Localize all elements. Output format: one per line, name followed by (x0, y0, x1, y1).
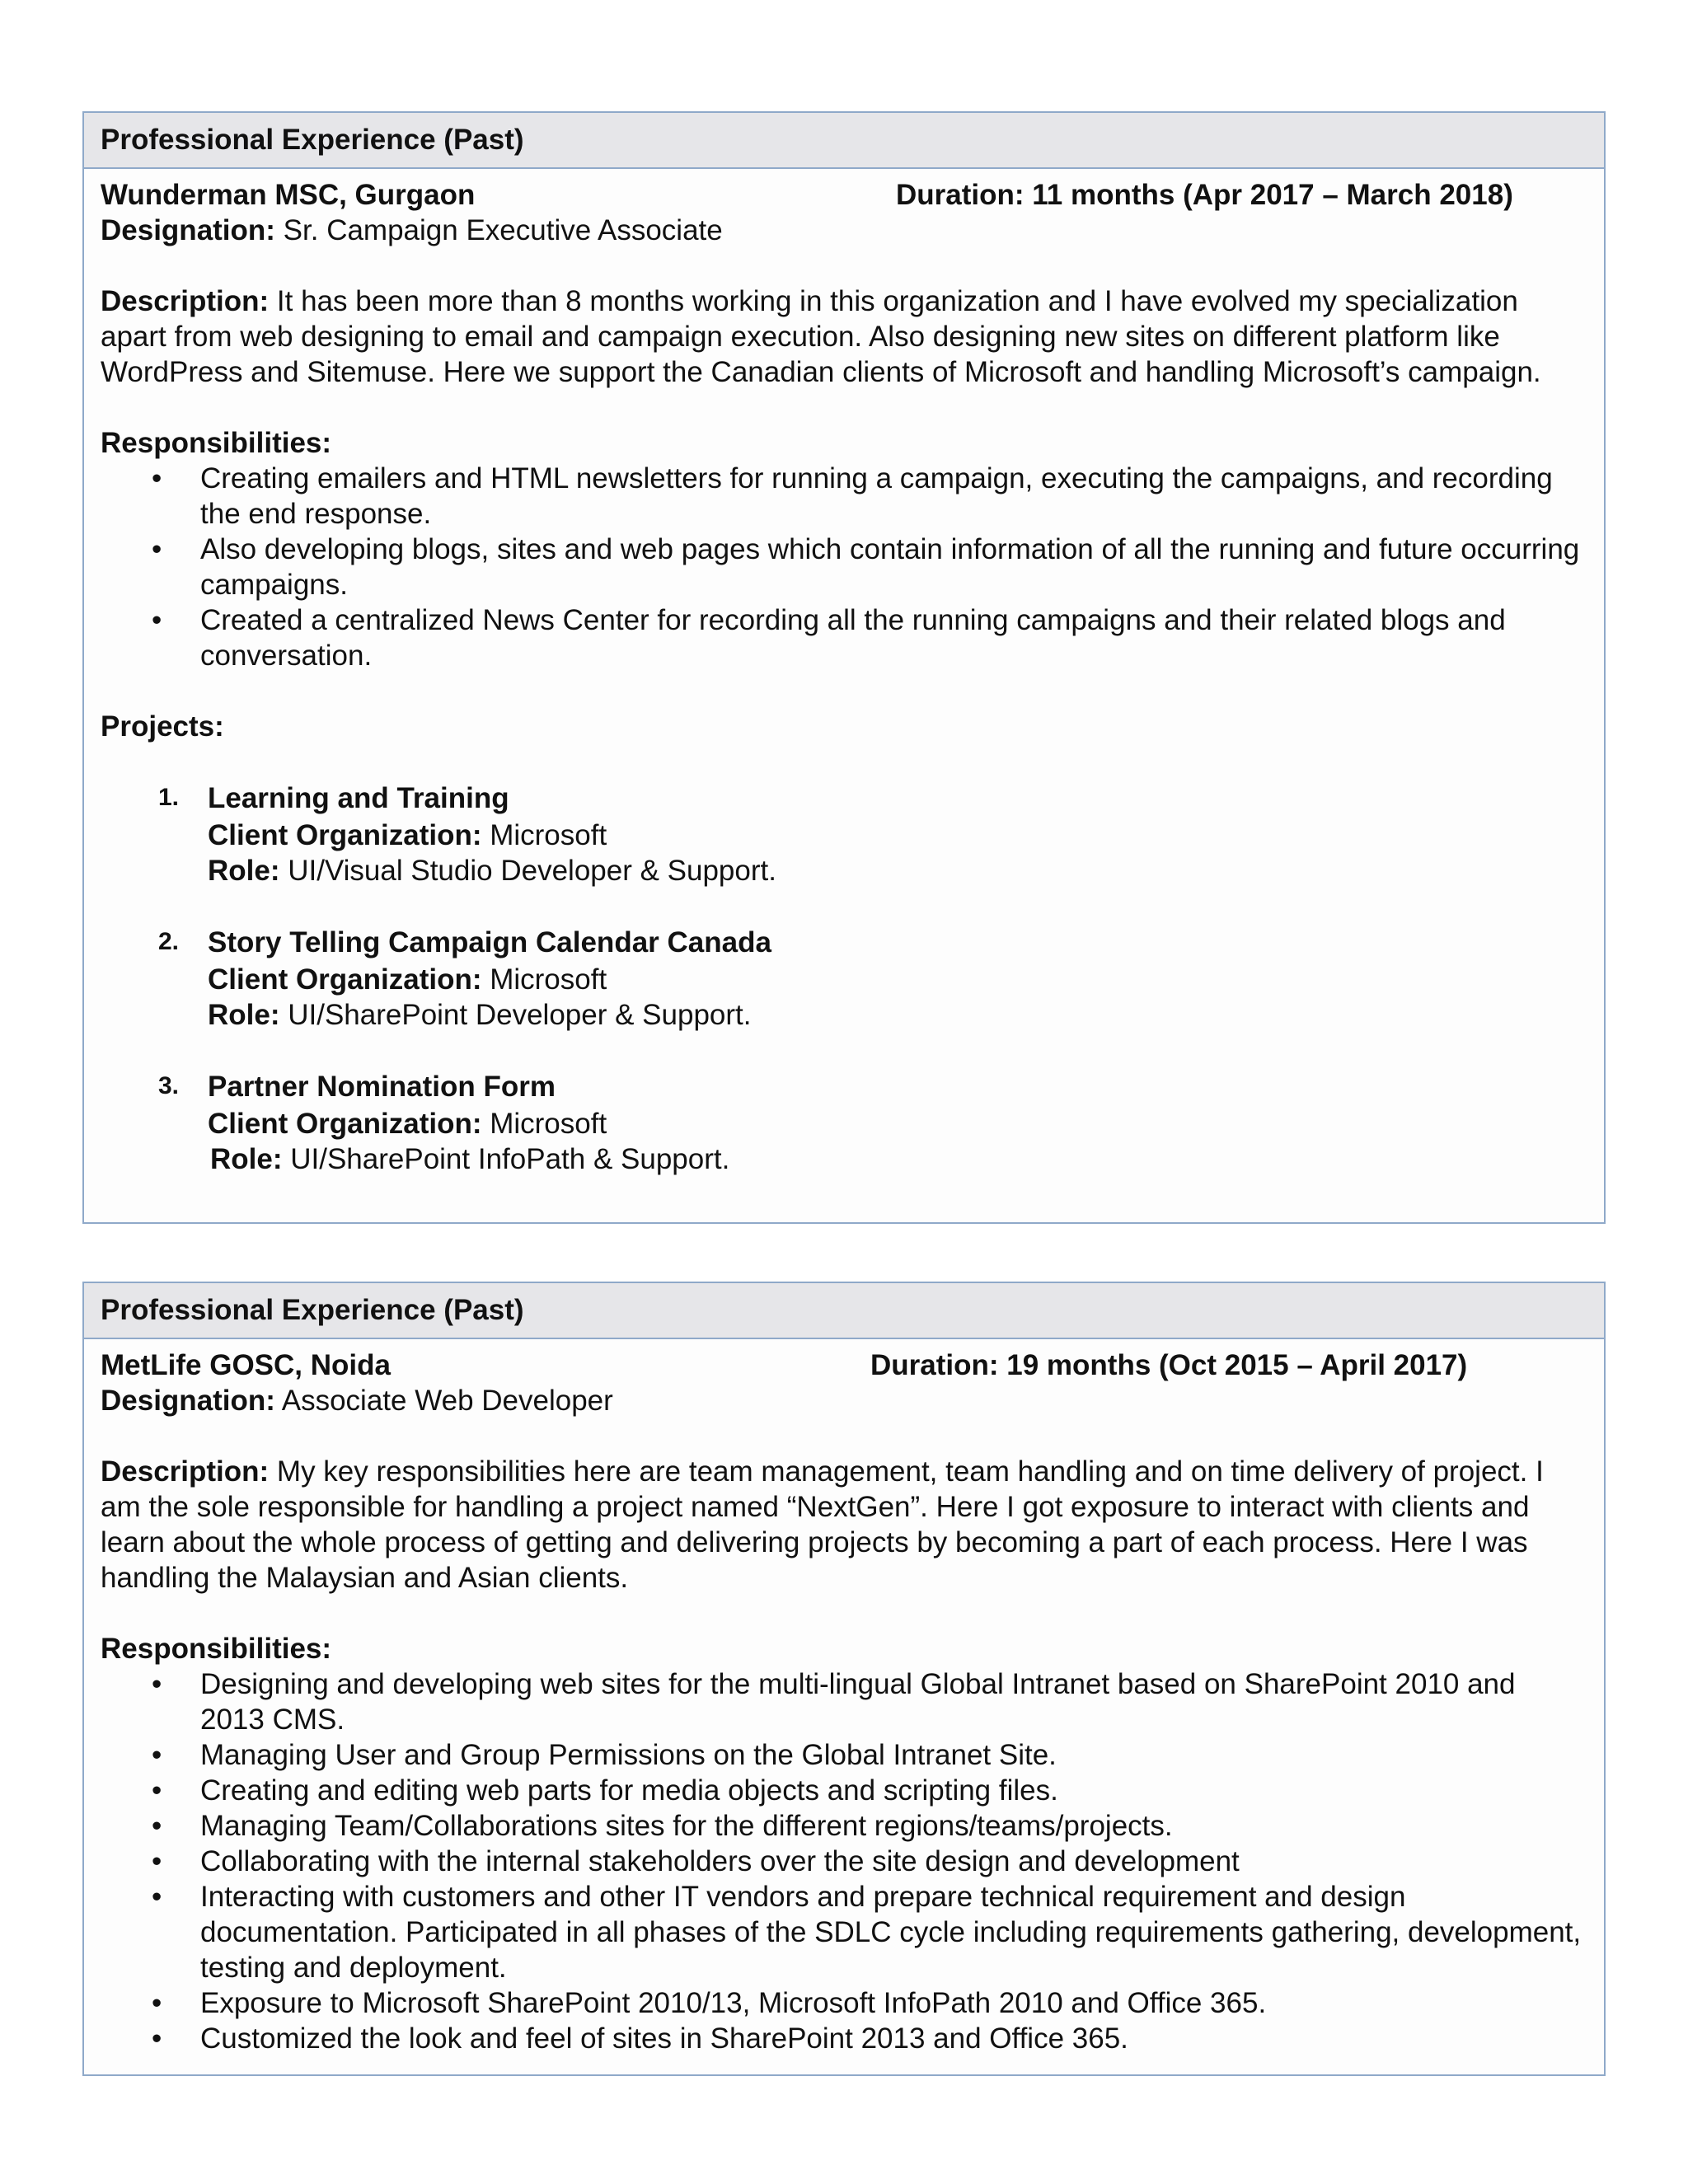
designation-label: Designation: (101, 1385, 275, 1417)
project-title: Partner Nomination Form (208, 1071, 556, 1103)
list-item: • Also developing blogs, sites and web pages which contain information of all the running and future occurring campaigns. (152, 533, 1580, 601)
projects-list (101, 780, 1587, 1177)
description-label: Description: (101, 285, 270, 317)
section-header: Professional Experience (Past) (84, 1283, 1604, 1339)
list-item: • Created a centralized News Center for recording all the running campaigns and their related blogs and conversation. (152, 604, 1506, 672)
experience-section-wunderman (82, 111, 1606, 1224)
description-text: It has been more than 8 months working in this organization and I have evolved my specialization apart from web designing to email and campaign execution. Also designing new sites on different platform like WordPress and Sitemuse. Here we support the Canadian clients of Microsoft and handling Microsoft’s campaign. (101, 285, 1541, 388)
bullet-icon: • (152, 533, 162, 565)
bullet-icon: • (152, 1810, 162, 1842)
bullet-icon: • (152, 2022, 162, 2055)
designation-value: Sr. Campaign Executive Associate (274, 214, 723, 246)
section-header: Professional Experience (Past) (84, 113, 1604, 169)
designation (101, 1383, 1587, 1418)
list-item: • Collaborating with the internal stakeholders over the site design and development (152, 1845, 1240, 1877)
project-title: Story Telling Campaign Calendar Canada (208, 926, 771, 958)
list-item: • Customized the look and feel of sites in SharePoint 2013 and Office 365. (152, 2022, 1128, 2055)
project-role: Role: UI/Visual Studio Developer & Support. (208, 855, 776, 887)
project-item (101, 780, 1587, 888)
experience-section-metlife (82, 1282, 1606, 2076)
project-client: Client Organization: Microsoft (208, 819, 607, 851)
responsibilities-heading: Responsibilities: (101, 427, 332, 459)
project-number: 2. (158, 928, 180, 955)
list-item: • Managing User and Group Permissions on the Global Intranet Site. (152, 1739, 1057, 1771)
bullet-icon: • (152, 1774, 162, 1807)
project-number: 3. (158, 1072, 180, 1099)
project-number: 1. (158, 784, 180, 811)
project-item (101, 924, 1587, 1033)
description (101, 284, 1587, 390)
list-item: • Creating emailers and HTML newsletters for running a campaign, executing the campaigns, and recording the end response. (152, 462, 1553, 530)
bullet-icon: • (152, 604, 162, 636)
responsibilities-list (101, 1666, 1587, 2056)
project-role: Role: UI/SharePoint Developer & Support. (208, 999, 752, 1031)
projects-heading: Projects: (101, 710, 224, 743)
list-item: • Managing Team/Collaborations sites for the different regions/teams/projects. (152, 1810, 1173, 1842)
designation-value: Associate Web Developer (274, 1385, 613, 1417)
description-label: Description: (101, 1455, 270, 1488)
project-client: Client Organization: Microsoft (208, 963, 607, 996)
list-item: • Interacting with customers and other IT vendors and prepare technical requirement and design documentation. Participated in all phases of the SDLC cycle including requirements gathering, development, testing and deployment. (152, 1881, 1582, 1984)
list-item: • Creating and editing web parts for media objects and scripting files. (152, 1774, 1058, 1807)
company-name: Wunderman MSC, Gurgaon (101, 179, 476, 211)
responsibilities-list (101, 461, 1587, 673)
bullet-icon: • (152, 462, 162, 494)
bullet-icon: • (152, 1881, 162, 1913)
designation-label: Designation: (101, 214, 275, 246)
description-text: My key responsibilities here are team management, team handling and on time delivery of project. I am the sole responsible for handling a project named “NextGen”. Here I got exposure to interact with clients and learn about the whole process of getting and delivering projects by becoming a part of each process. Here I was handling the Malaysian and Asian clients. (101, 1455, 1544, 1594)
designation (101, 213, 1587, 248)
company-name: MetLife GOSC, Noida (101, 1349, 391, 1381)
bullet-icon: • (152, 1845, 162, 1877)
project-client: Client Organization: Microsoft (208, 1108, 607, 1140)
project-title: Learning and Training (208, 782, 509, 814)
responsibilities-heading: Responsibilities: (101, 1633, 332, 1665)
bullet-icon: • (152, 1668, 162, 1700)
bullet-icon: • (152, 1739, 162, 1771)
duration: Duration: 19 months (Oct 2015 – April 2017) (870, 1349, 1468, 1381)
list-item: • Exposure to Microsoft SharePoint 2010/13, Microsoft InfoPath 2010 and Office 365. (152, 1987, 1267, 2019)
project-role: Role: UI/SharePoint InfoPath & Support. (210, 1143, 730, 1175)
project-item (101, 1068, 1587, 1177)
duration: Duration: 11 months (Apr 2017 – March 2018) (896, 179, 1513, 211)
list-item: • Designing and developing web sites for the multi-lingual Global Intranet based on SharePoint 2010 and 2013 CMS. (152, 1668, 1516, 1736)
description (101, 1454, 1587, 1596)
bullet-icon: • (152, 1987, 162, 2019)
